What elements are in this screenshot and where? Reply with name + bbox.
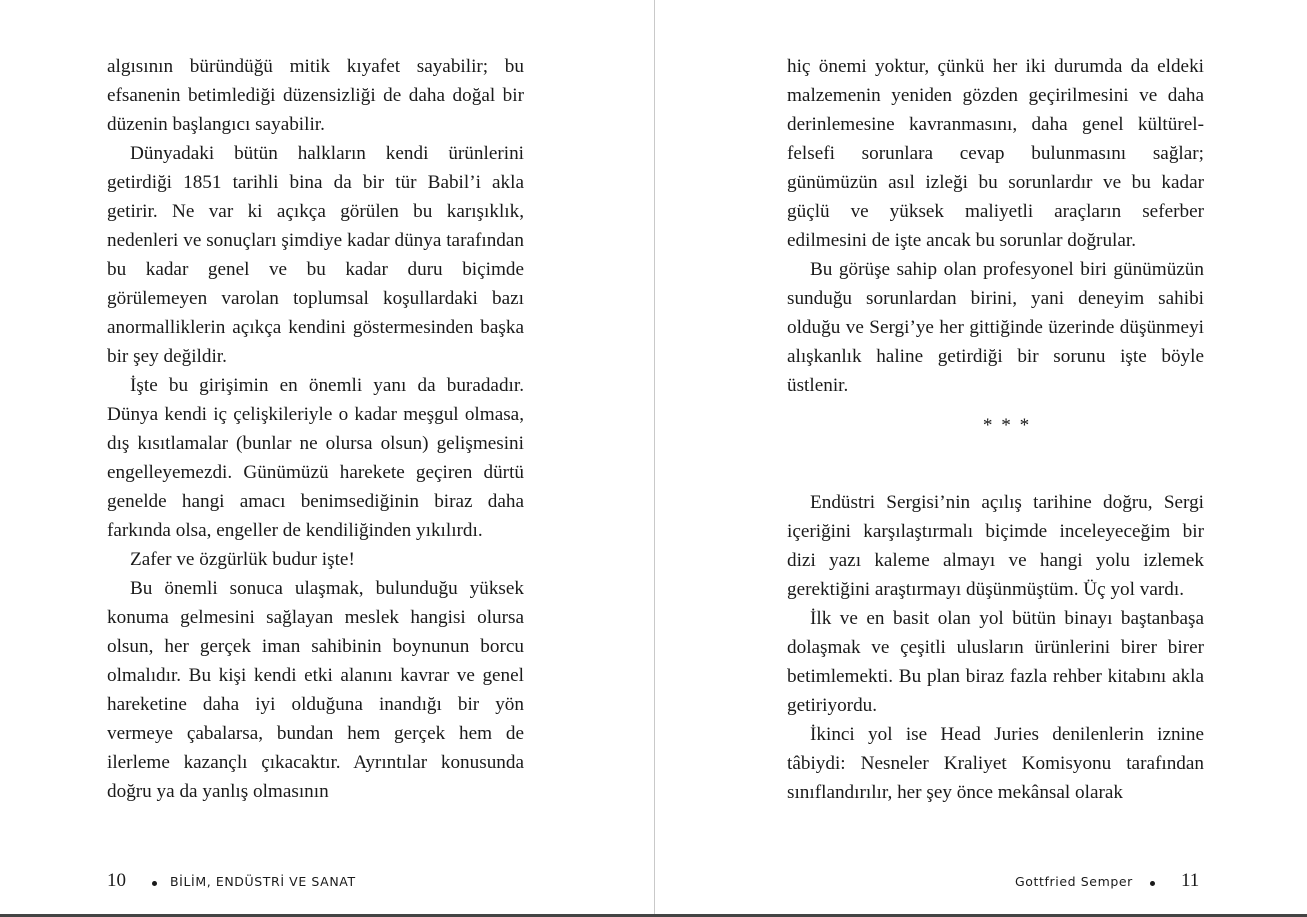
paragraph: Endüstri Sergisi’nin açılış tarihine doğru, Sergi içeriğini karşılaştırmalı biçimde inceleyeceğim bir dizi yazı kaleme almayı ve hangi yolu izlemek gerektiğini araştırmayı düşünmüştüm. Üç yol vardı. xyxy=(787,492,1204,600)
paragraph: Zafer ve özgürlük budur işte! xyxy=(130,549,355,570)
running-head-author: Gottfried Semper xyxy=(1015,874,1133,889)
bullet-dot-icon xyxy=(152,881,157,886)
right-page-body xyxy=(787,52,1204,807)
paragraph: Bu önemli sonuca ulaşmak, bulunduğu yüksek konuma gelmesini sağlayan meslek hangisi olursa olsun, her gerçek iman sahibinin boynunun borcu olmalıdır. Bu kişi kendi etki alanını kavrar ve genel hareketine daha iyi olduğuna inandığı bir yön vermeye çabalarsa, bundan hem gerçek hem de ilerleme kazançlı çıkacaktır. Ayrıntılar konusunda doğru ya da yanlış olmasının xyxy=(107,578,524,802)
page-number-right: 11 xyxy=(1181,870,1200,891)
paragraph: İşte bu girişimin en önemli yanı da buradadır. Dünya kendi iç çelişkileriyle o kadar meşgul olmasa, dış kısıtlamalar (bunlar ne olursa olsun) gelişmesini engelleyemezdi. Günümüzü harekete geçiren dürtü genelde hangi amacı benimsediğinin biraz daha farkında olsa, engeller de kendiliğinden yıkılırdı. xyxy=(107,375,524,541)
paragraph: hiç önemi yoktur, çünkü her iki durumda da eldeki malzemenin yeniden gözden geçirilmesini ve daha derinlemesine kavranmasını, daha genel kültürel-felsefi sorunlara cevap bulunmasını sağlar; günümüzün asıl izleği bu sorunlardır ve bu kadar güçlü ve yüksek maliyetli araçların seferber edilmesini de işte ancak bu sorunlar doğrular. xyxy=(787,56,1204,251)
paragraph: İlk ve en basit olan yol bütün binayı baştanbaşa dolaşmak ve çeşitli ulusların ürünlerini birer birer betimlemekti. Bu plan biraz fazla rehber kitabını akla getiriyordu. xyxy=(787,608,1204,716)
bullet-dot-icon xyxy=(1150,881,1155,886)
page-number-left: 10 xyxy=(107,870,126,891)
paragraph: Bu görüşe sahip olan profesyonel biri günümüzün sunduğu sorunlardan birini, yani deneyim sahibi olduğu ve Sergi’ye her gittiğinde üzerinde düşünmeyi alışkanlık haline getirdiği bir sorunu işte böyle üstlenir. xyxy=(787,259,1204,396)
running-head-book-title: BİLİM, ENDÜSTRİ VE SANAT xyxy=(170,874,356,889)
paragraph: Dünyadaki bütün halkların kendi ürünlerini getirdiği 1851 tarihli bina da bir tür Babil’i akla getirir. Ne var ki açıkça görülen bu karışıklık, nedenleri ve sonuçları şimdiye kadar dünya tarafından bu kadar genel ve bu kadar duru biçimde görülemeyen varolan toplumsal koşullardaki bazı anormalliklerin açıkça kendini göstermesinden başka bir şey değildir. xyxy=(107,143,524,367)
book-spine xyxy=(654,0,655,917)
paragraph: algısının büründüğü mitik kıyafet sayabilir; bu efsanenin betimlediği düzensizliği de daha doğal bir düzenin başlangıcı sayabilir. xyxy=(107,56,524,135)
section-break: * * * xyxy=(982,415,1032,436)
paragraph: İkinci yol ise Head Juries denilenlerin iznine tâbiydi: Nesneler Kraliyet Komisyonu tarafından sınıflandırılır, her şey önce mekânsal olarak xyxy=(787,724,1204,803)
left-page-body xyxy=(107,52,524,806)
